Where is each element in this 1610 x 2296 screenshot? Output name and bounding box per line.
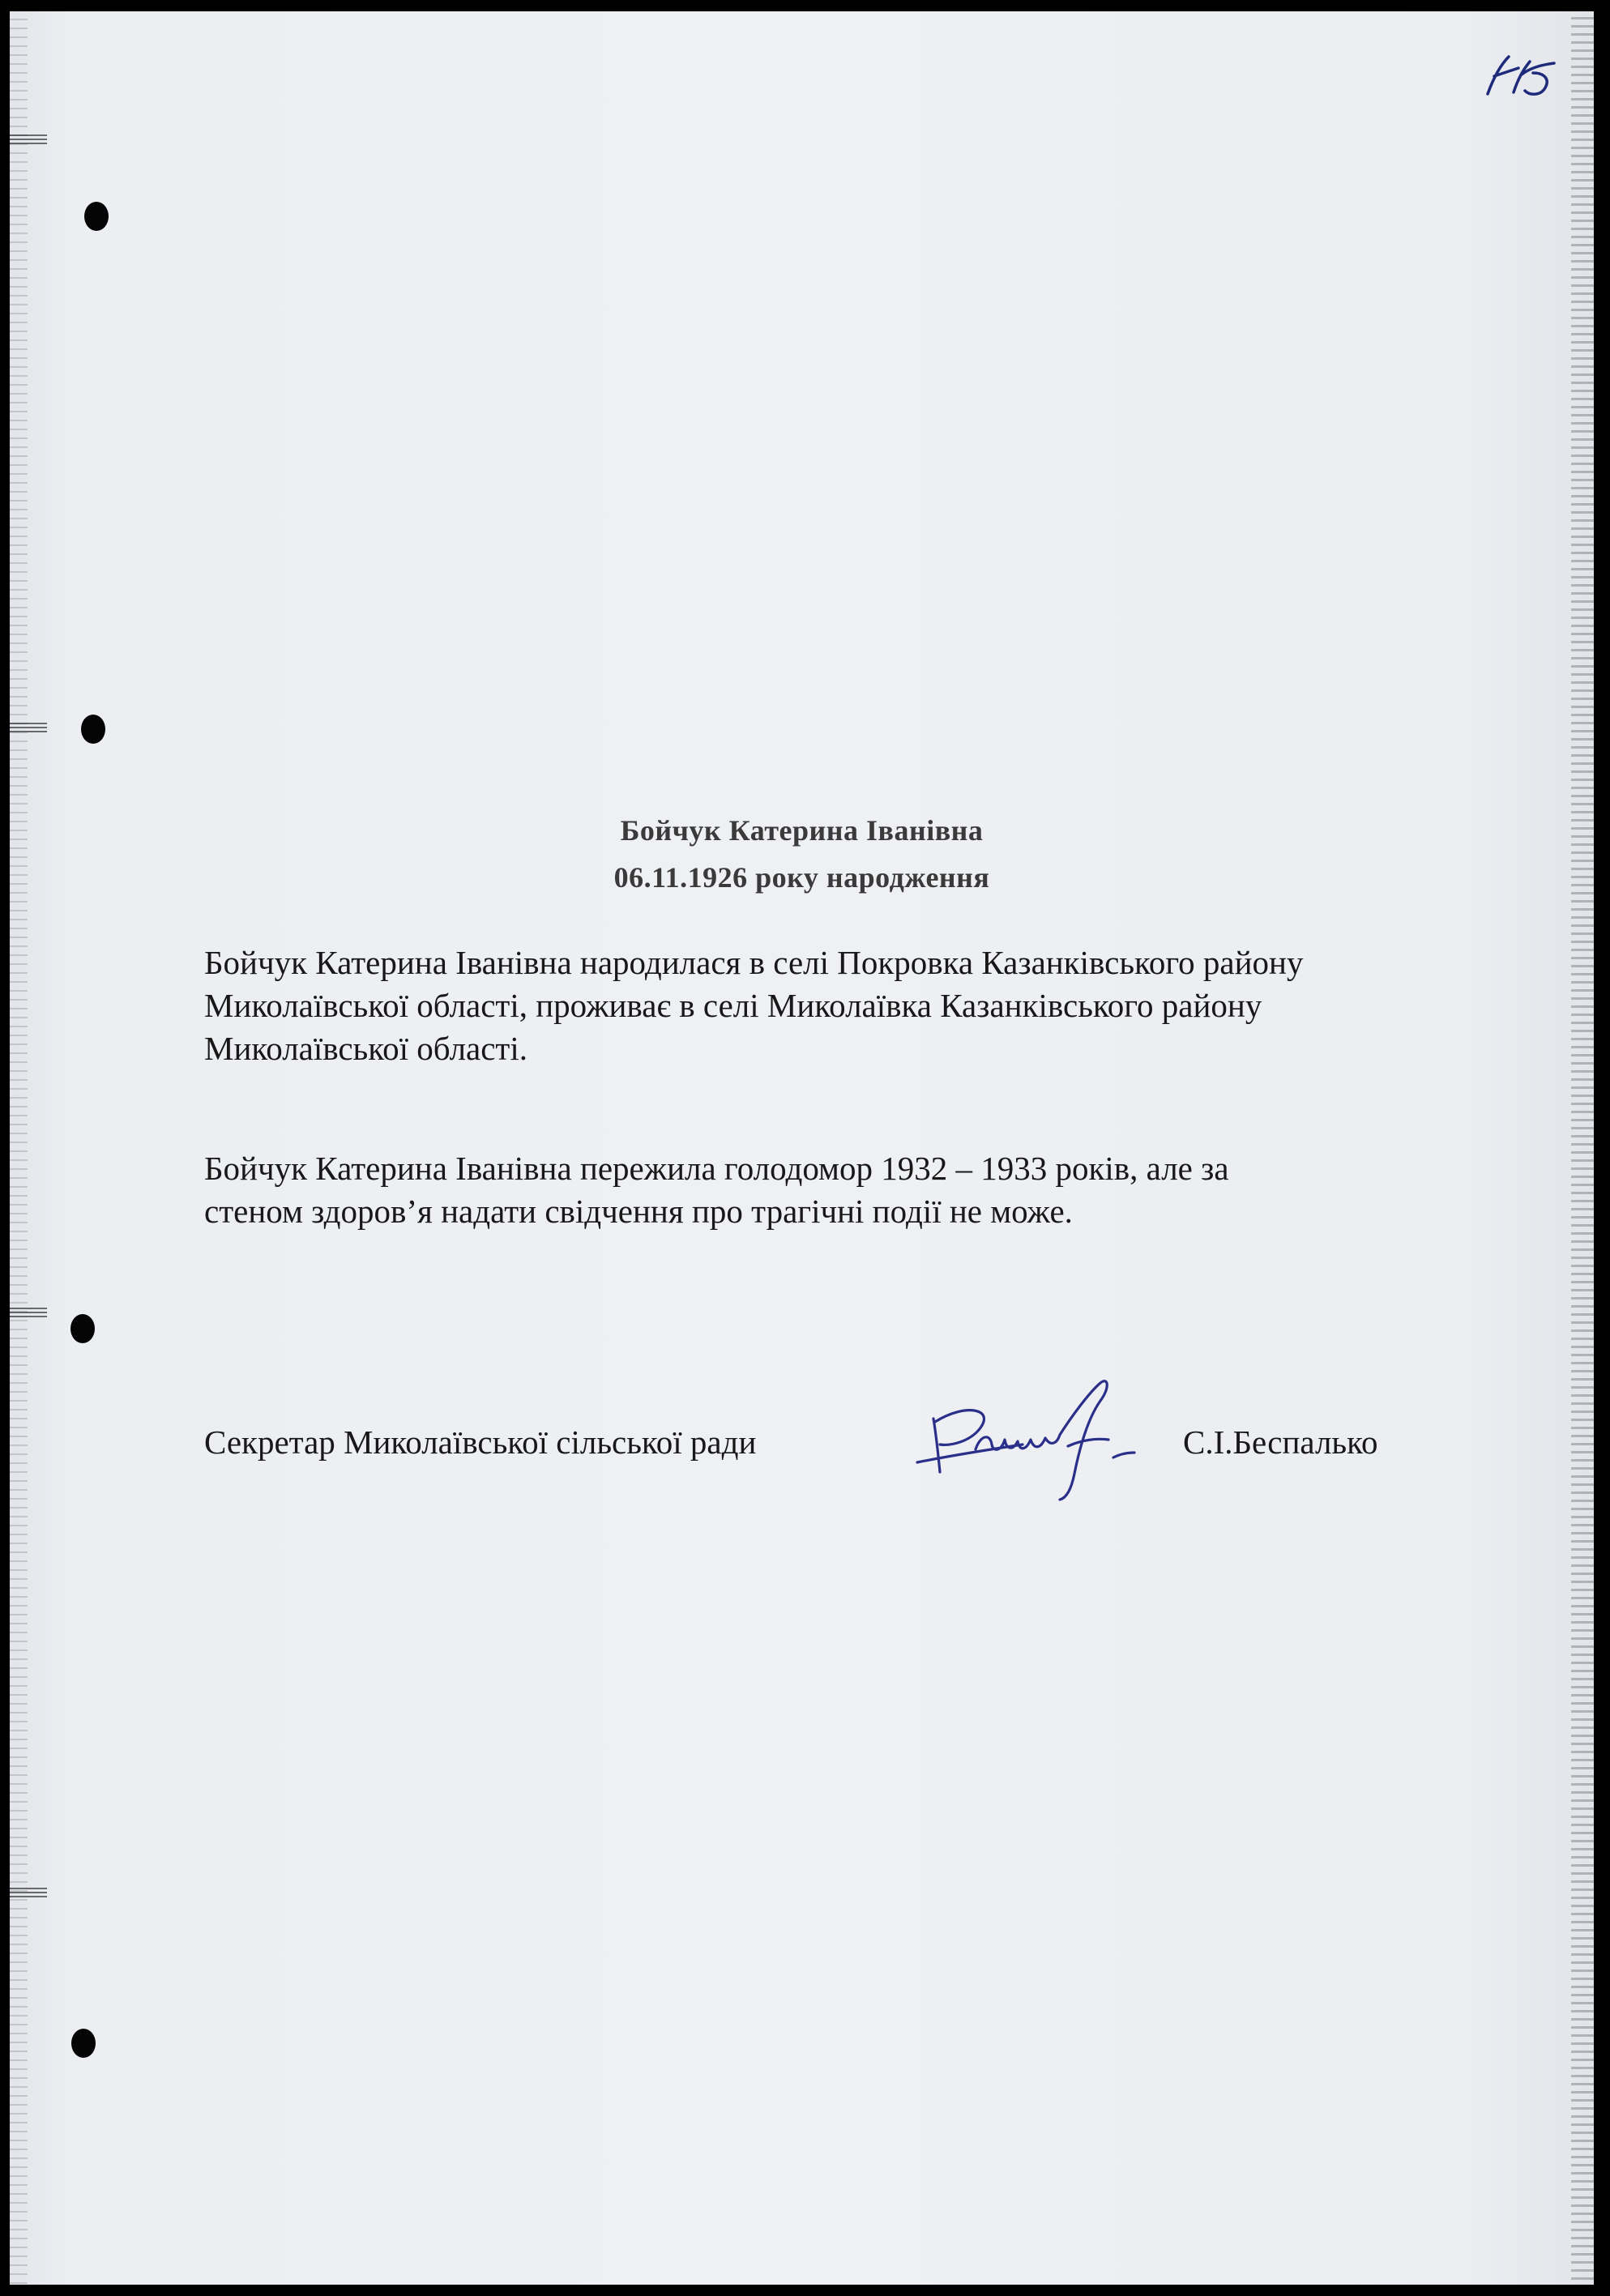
birth-date-heading: 06.11.1926 року народження (613, 861, 990, 894)
person-name-heading: Бойчук Катерина Іванівна (620, 814, 984, 847)
punch-hole (84, 202, 109, 231)
handwritten-page-number (1476, 44, 1565, 117)
right-edge-texture (1571, 11, 1594, 2285)
position-title: Секретар Миколаївської сільської ради (204, 1423, 757, 1461)
paragraph-line: Миколаївської області, проживає в селі Миколаївка Казанківського району (204, 987, 1262, 1024)
edge-tick-mark (10, 1888, 47, 1899)
punch-hole (70, 1314, 95, 1343)
paragraph-line: стеном здоров’я надати свідчення про трагічні події не може. (204, 1193, 1073, 1230)
paragraph-line: Миколаївської області. (204, 1030, 527, 1067)
punch-hole (81, 715, 105, 744)
paragraph-line: Бойчук Катерина Іванівна народилася в селі Покровка Казанківського району (204, 944, 1304, 981)
residence-paragraph (204, 941, 1304, 1070)
paragraph-line: Бойчук Катерина Іванівна пережила голодомор 1932 – 1933 років, але за (204, 1150, 1229, 1187)
left-edge-texture (10, 11, 28, 2285)
edge-tick-mark (10, 1308, 47, 1319)
handwritten-signature (901, 1360, 1201, 1506)
testimony-paragraph (204, 1147, 1229, 1233)
signatory-name: С.І.Беспалько (1183, 1423, 1378, 1461)
edge-tick-mark (10, 134, 47, 146)
paper-sheet (10, 11, 1594, 2285)
edge-tick-mark (10, 723, 47, 734)
punch-hole (71, 2029, 96, 2058)
